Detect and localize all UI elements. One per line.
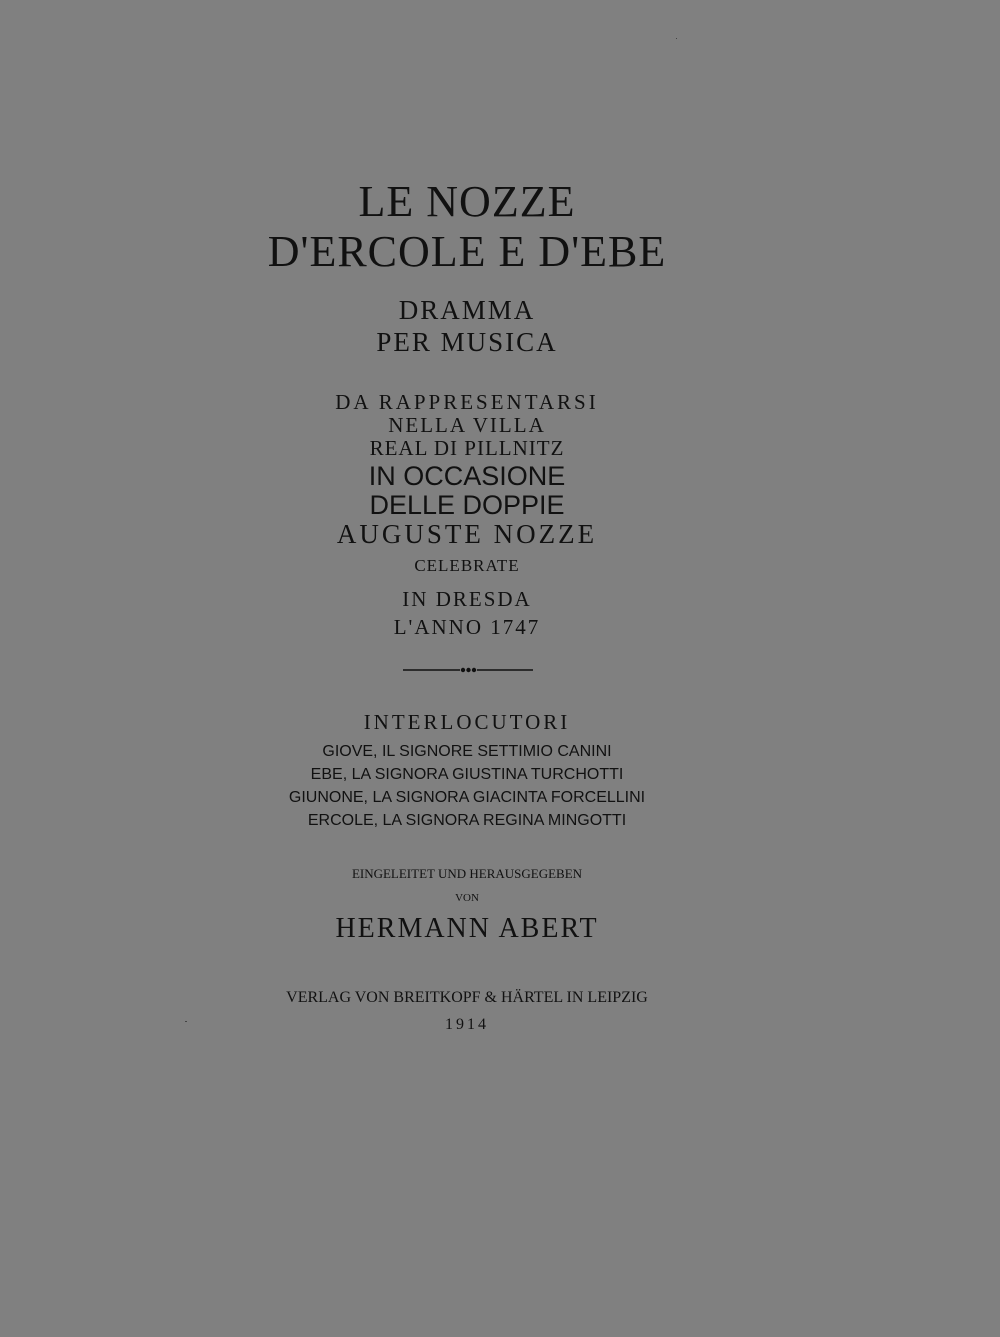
- editor-intro-line-1: EINGELEITET UND HERAUSGEGEBEN: [351, 866, 583, 881]
- occasion-line-1: DA RAPPRESENTARSI: [335, 390, 599, 414]
- occasion-line-5: DELLE DOPPIE: [369, 490, 565, 520]
- print-speck: [185, 1021, 187, 1022]
- ornament-divider: [403, 664, 533, 676]
- publisher-imprint: VERLAG VON BREITKOPF & HÄRTEL IN LEIPZIG: [286, 989, 648, 1006]
- title-line-1: LE NOZZE: [358, 177, 576, 226]
- title-line-2: D'ERCOLE E D'EBE: [267, 227, 667, 276]
- cast-member: GIOVE, IL SIGNORE SETTIMIO CANINI: [322, 743, 612, 760]
- cast-member: GIUNONE, LA SIGNORA GIACINTA FORCELLINI: [288, 789, 646, 806]
- cast-heading: INTERLOCUTORI: [363, 710, 571, 734]
- occasion-line-8: IN DRESDA: [402, 587, 532, 611]
- editor-intro-line-2: VON: [455, 892, 479, 904]
- publication-year: 1914: [445, 1016, 489, 1033]
- subtitle-line-1: DRAMMA: [398, 295, 536, 325]
- cast-member: ERCOLE, LA SIGNORA REGINA MINGOTTI: [307, 812, 627, 829]
- cast-member: EBE, LA SIGNORA GIUSTINA TURCHOTTI: [310, 766, 624, 783]
- occasion-line-2: NELLA VILLA: [388, 413, 546, 437]
- editor-name: HERMANN ABERT: [335, 913, 599, 944]
- occasion-line-6: AUGUSTE NOZZE: [336, 519, 598, 549]
- occasion-line-3: REAL DI PILLNITZ: [369, 436, 565, 460]
- occasion-line-4: IN OCCASIONE: [368, 461, 566, 491]
- subtitle-line-2: PER MUSICA: [376, 327, 558, 357]
- occasion-line-7: CELEBRATE: [414, 556, 520, 575]
- occasion-line-9: L'ANNO 1747: [393, 615, 541, 639]
- print-speck: [676, 38, 677, 39]
